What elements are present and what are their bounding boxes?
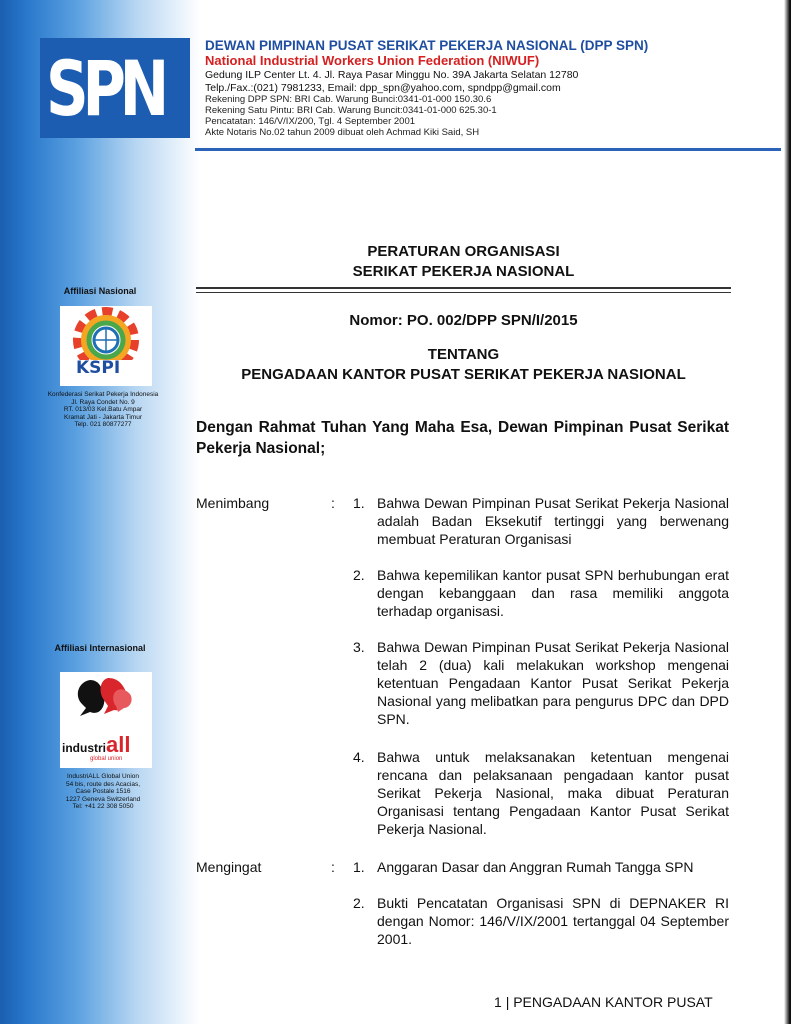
- industriall-address-line: Tel: +41 22 308 5050: [72, 803, 134, 810]
- industriall-logo: [60, 672, 152, 768]
- kspi-logo-text: KSPI: [76, 358, 121, 378]
- kspi-logo: [60, 306, 152, 386]
- kspi-address-line: Jl. Raya Condet No. 9: [71, 398, 135, 406]
- document-about: TENTANG: [427, 346, 500, 363]
- kspi-address-line: Kramat Jati - Jakarta Timur: [63, 413, 143, 421]
- sidebar-gradient-band: [0, 0, 200, 1024]
- kspi-address-line: Konfederasi Serikat Pekerja Indonesia: [47, 391, 159, 398]
- industriall-address-line: IndustriALL Global Union: [66, 773, 140, 780]
- menimbang-item-number: 2.: [353, 567, 365, 583]
- industriall-logo-sub: global union: [90, 756, 123, 762]
- akte-notaris: Akte Notaris No.02 tahun 2009 dibuat oleh Achmad Kiki Said, SH: [205, 127, 480, 138]
- pencatatan: Pencatatan: 146/V/IX/200, Tgl. 4 September 2001: [205, 116, 416, 127]
- org-name: DEWAN PIMPINAN PUSAT SERIKAT PEKERJA NASIONAL (DPP SPN): [205, 38, 649, 53]
- menimbang-item-number: 1.: [353, 495, 365, 511]
- document-number: Nomor: PO. 002/DPP SPN/I/2015: [349, 312, 578, 329]
- document-title: [196, 242, 731, 282]
- org-name-english: National Industrial Workers Union Federation (NIWUF): [205, 53, 540, 68]
- mengingat-item-number: 2.: [353, 895, 365, 911]
- industriall-faces-icon: [60, 672, 152, 732]
- mengingat-item: Bukti Pencatatan Organisasi SPN di DEPNAKER RI dengan Nomor: 146/V/IX/2001 tertanggal 04 September 2001.: [377, 895, 729, 947]
- scan-edge-shadow: [784, 0, 791, 1024]
- document-title-line1: PERATURAN ORGANISASI: [367, 243, 560, 260]
- document-subject: PENGADAAN KANTOR PUSAT SERIKAT PEKERJA NASIONAL: [241, 366, 686, 383]
- menimbang-item: Bahwa untuk melaksanakan ketentuan mengenai rencana dan pelaksanaan pengadaan kantor pusat Serikat Pekerja Nasional, maka dibuat Peraturan Organisasi tentang Pengadaan Kantor Pusat Serikat Pekerja Nasional.: [377, 749, 729, 837]
- mengingat-item: Anggaran Dasar dan Anggran Rumah Tangga SPN: [377, 859, 694, 875]
- document-intro: Dengan Rahmat Tuhan Yang Maha Esa, Dewan Pimpinan Pusat Serikat Pekerja Nasional;: [196, 419, 729, 457]
- title-rule-thin: [196, 292, 731, 293]
- industriall-address-line: 54 bis, route des Acacias,: [65, 780, 141, 788]
- industriall-logo-accent: all: [106, 732, 131, 757]
- affiliation-international-title: Affiliasi Internasional: [54, 643, 146, 653]
- spn-logo-text: SPN: [46, 44, 164, 133]
- page-number: 1: [494, 994, 502, 1010]
- industriall-address: [18, 773, 188, 811]
- industriall-logo-word: industri: [62, 741, 106, 755]
- letterhead-divider: [195, 148, 781, 151]
- mengingat-label: Mengingat: [196, 859, 262, 875]
- footer-separator: |: [505, 994, 510, 1010]
- menimbang-item: Bahwa kepemilikan kantor pusat SPN berhubungan erat dengan kebanggaan dan rasa memiliki anggota terhadap organisasi.: [377, 567, 729, 619]
- kspi-address: [18, 391, 188, 429]
- document-title-line2: SERIKAT PEKERJA NASIONAL: [352, 263, 575, 280]
- title-rule-thick: [196, 287, 731, 289]
- menimbang-item-number: 4.: [353, 749, 365, 765]
- page-footer: [494, 994, 713, 1010]
- org-address: Gedung ILP Center Lt. 4. Jl. Raya Pasar Minggu No. 39A Jakarta Selatan 12780: [205, 69, 579, 81]
- mengingat-item-number: 1.: [353, 859, 365, 875]
- menimbang-label: Menimbang: [196, 495, 270, 511]
- kspi-address-line: Telp. 021 80877277: [74, 421, 132, 428]
- rekening-dpp: Rekening DPP SPN: BRI Cab. Warung Bunci:0341-01-000 150.30.6: [205, 94, 492, 105]
- mengingat-colon: :: [331, 859, 335, 875]
- industriall-logo-text: [62, 732, 130, 758]
- letterhead: [205, 38, 648, 138]
- footer-label: PENGADAAN KANTOR PUSAT: [513, 994, 713, 1010]
- industriall-address-line: Case Postale 1516: [75, 788, 131, 795]
- org-contact: Telp./Fax.:(021) 7981233, Email: dpp_spn@yahoo.com, spndpp@gmail.com: [205, 81, 561, 94]
- menimbang-item: Bahwa Dewan Pimpinan Pusat Serikat Pekerja Nasional telah 2 (dua) kali melakukan workshop mengenai ketentuan Pengadaan Kantor Pusat Serikat Pekerja Nasional yang melibatkan para pengurus DPC dan DPD SPN.: [377, 639, 729, 727]
- menimbang-colon: :: [331, 495, 335, 511]
- menimbang-item-number: 3.: [353, 639, 365, 655]
- affiliation-national-title: Affiliasi Nasional: [63, 286, 137, 296]
- kspi-address-line: RT. 013/03 Kel.Batu Ampar: [63, 406, 143, 413]
- rekening-satu-pintu: Rekening Satu Pintu: BRI Cab. Warung Buncit:0341-01-000 625.30-1: [205, 105, 497, 116]
- menimbang-item: Bahwa Dewan Pimpinan Pusat Serikat Pekerja Nasional adalah Badan Eksekutif tertinggi yang berwenang membuat Peraturan Organisasi: [377, 495, 729, 547]
- industriall-address-line: 1227 Geneva Switzerland: [65, 795, 141, 803]
